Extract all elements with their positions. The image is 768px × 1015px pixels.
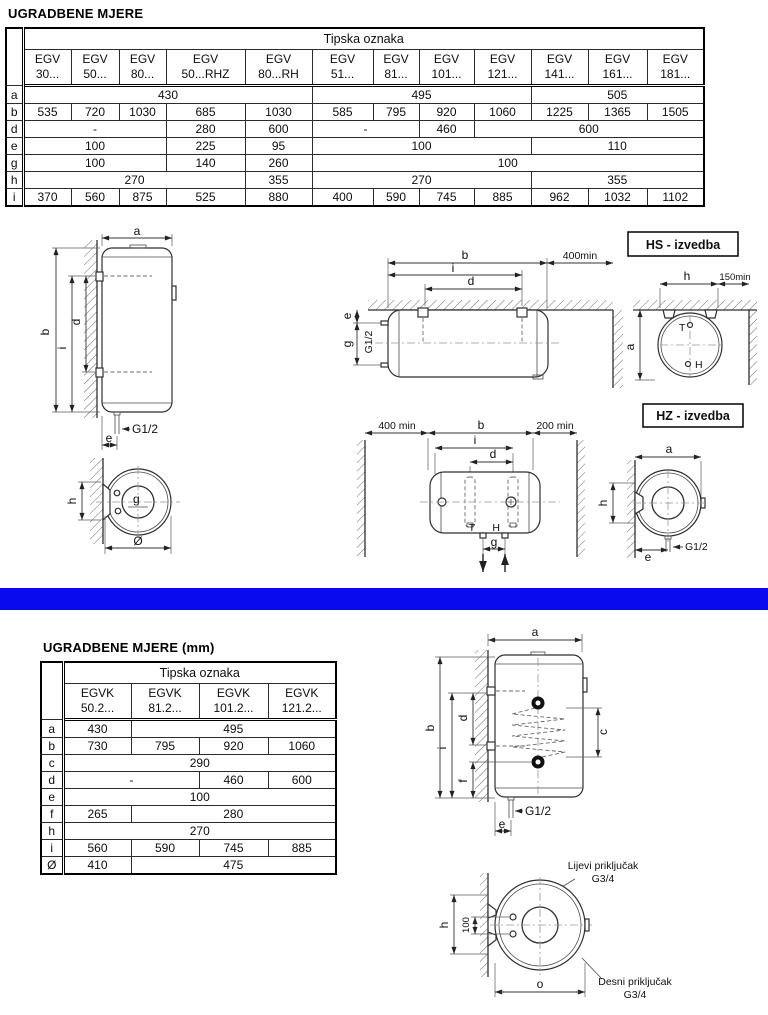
table-row bbox=[6, 138, 704, 155]
dimension-cell: 110 bbox=[531, 138, 704, 155]
dimension-cell: 1030 bbox=[245, 104, 312, 121]
row-label: Ø bbox=[41, 857, 63, 875]
wall-hatch-bottom bbox=[90, 458, 103, 544]
ceiling-bracket bbox=[418, 308, 428, 317]
dimension-cell: 495 bbox=[131, 720, 336, 738]
dim-i-label: i bbox=[435, 746, 449, 750]
dimension-cell: 875 bbox=[119, 189, 166, 207]
dimension-cell: 100 bbox=[312, 138, 531, 155]
hs-izvedba-diagram bbox=[340, 230, 768, 405]
dimension-cell: 100 bbox=[63, 789, 336, 806]
hz-title: HZ - izvedba bbox=[656, 409, 730, 423]
thread-g12-label: G1/2 bbox=[525, 804, 552, 818]
dimension-cell: 585 bbox=[312, 104, 373, 121]
dim-diameter-label: Ø bbox=[133, 534, 143, 548]
row-label-column-header bbox=[6, 28, 23, 86]
dim-400min-label: 400 min bbox=[378, 420, 416, 432]
column-header: EGV 51... bbox=[312, 50, 373, 86]
dimension-cell: 280 bbox=[166, 121, 245, 138]
dimension-cell: 560 bbox=[71, 189, 119, 207]
table-row bbox=[41, 823, 336, 840]
dim-d-label: d bbox=[489, 447, 497, 461]
row-label: b bbox=[41, 738, 63, 755]
column-header: EGV 81... bbox=[373, 50, 419, 86]
column-header: EGV 121... bbox=[474, 50, 531, 86]
tank-body bbox=[495, 655, 583, 797]
column-header: EGVK 81.2... bbox=[131, 684, 199, 720]
dimension-cell: 355 bbox=[245, 172, 312, 189]
dimension-cell: 95 bbox=[245, 138, 312, 155]
right-connection-label: Desni priključak bbox=[598, 976, 672, 988]
dim-a-label: a bbox=[623, 343, 637, 351]
dim-b-label: b bbox=[477, 418, 485, 432]
dimension-cell: 1365 bbox=[588, 104, 647, 121]
dimension-cell: 280 bbox=[131, 806, 336, 823]
table-row bbox=[6, 86, 704, 104]
dimension-cell: 370 bbox=[23, 189, 71, 207]
column-header: EGVK 50.2... bbox=[63, 684, 131, 720]
dimension-cell: - bbox=[63, 772, 199, 789]
dimension-cell: 140 bbox=[166, 155, 245, 172]
section2-title: UGRADBENE MJERE (mm) bbox=[43, 640, 215, 655]
dimension-cell: 1060 bbox=[474, 104, 531, 121]
hz-izvedba-diagram bbox=[345, 398, 768, 585]
upper-mount-bracket bbox=[96, 272, 103, 281]
hs-title: HS - izvedba bbox=[645, 238, 721, 252]
dimension-cell: 560 bbox=[63, 840, 131, 857]
dimension-cell: 1102 bbox=[647, 189, 704, 207]
dim-a-label: a bbox=[531, 625, 539, 639]
row-label: i bbox=[41, 840, 63, 857]
dim-b-label: b bbox=[461, 248, 469, 262]
row-label: e bbox=[6, 138, 23, 155]
dimension-cell: 400 bbox=[312, 189, 373, 207]
dimension-cell: 1060 bbox=[268, 738, 336, 755]
dimension-cell: 430 bbox=[23, 86, 312, 104]
dimension-table-egvk bbox=[40, 661, 337, 875]
dimension-cell: 745 bbox=[199, 840, 268, 857]
table-row bbox=[41, 840, 336, 857]
tank-body bbox=[388, 310, 548, 377]
dim-g-label: g bbox=[340, 340, 354, 348]
dim-d-label: d bbox=[467, 274, 475, 288]
group-header: Tipska oznaka bbox=[23, 28, 704, 50]
column-header: EGV 181... bbox=[647, 50, 704, 86]
right-port-flange bbox=[585, 919, 589, 931]
column-header: EGV 141... bbox=[531, 50, 588, 86]
lower-mount-bracket bbox=[96, 368, 103, 377]
row-label: a bbox=[6, 86, 23, 104]
row-label: g bbox=[6, 155, 23, 172]
dimension-cell: 505 bbox=[531, 86, 704, 104]
t-mark-label: T bbox=[679, 322, 686, 334]
column-header: EGV 30... bbox=[23, 50, 71, 86]
table-row bbox=[41, 806, 336, 823]
ceiling-hatch bbox=[368, 300, 613, 310]
wall-hatch bbox=[480, 873, 488, 977]
table-row bbox=[6, 189, 704, 207]
dim-a-label: a bbox=[665, 442, 673, 456]
dimension-cell: 290 bbox=[63, 755, 336, 772]
dim-e-label: e bbox=[644, 550, 652, 564]
dim-e-label: e bbox=[498, 817, 506, 831]
dim-e-label: e bbox=[105, 431, 113, 445]
dimension-cell: 600 bbox=[245, 121, 312, 138]
dimension-cell: 355 bbox=[531, 172, 704, 189]
row-label: e bbox=[41, 789, 63, 806]
dimension-cell: 920 bbox=[419, 104, 474, 121]
table-row bbox=[6, 104, 704, 121]
dim-i-label: i bbox=[55, 346, 69, 350]
column-header: EGV 80... bbox=[119, 50, 166, 86]
group-header: Tipska oznaka bbox=[63, 662, 336, 684]
dimension-cell: 1030 bbox=[119, 104, 166, 121]
table-row bbox=[41, 789, 336, 806]
dim-b-label: b bbox=[38, 328, 52, 336]
left-connection-thread: G3/4 bbox=[591, 873, 615, 885]
dimension-table-egv bbox=[5, 27, 705, 207]
dimension-cell: 885 bbox=[268, 840, 336, 857]
dimension-cell: 535 bbox=[23, 104, 71, 121]
left-port bbox=[510, 914, 516, 920]
dimension-cell: 920 bbox=[199, 738, 268, 755]
dimension-cell: 460 bbox=[199, 772, 268, 789]
dimension-cell: 745 bbox=[419, 189, 474, 207]
dim-g-label: g bbox=[133, 492, 140, 506]
table-row bbox=[41, 772, 336, 789]
dim-h-label: h bbox=[683, 269, 691, 283]
column-header: EGV 101... bbox=[419, 50, 474, 86]
dim-200min-label: 200 min bbox=[536, 420, 574, 432]
column-header: EGVK 101.2... bbox=[199, 684, 268, 720]
dim-f-label: f bbox=[456, 779, 470, 783]
table-row bbox=[6, 155, 704, 172]
dimension-cell: - bbox=[312, 121, 419, 138]
dimension-cell: 600 bbox=[474, 121, 704, 138]
dimension-cell: 525 bbox=[166, 189, 245, 207]
dimension-cell: 720 bbox=[71, 104, 119, 121]
dimension-cell: 495 bbox=[312, 86, 531, 104]
section-divider-bar bbox=[0, 588, 768, 610]
row-label: h bbox=[6, 172, 23, 189]
dimension-cell: 962 bbox=[531, 189, 588, 207]
dimension-cell: 1505 bbox=[647, 104, 704, 121]
dim-h-label: h bbox=[596, 499, 610, 507]
dim-h-label: h bbox=[65, 497, 79, 505]
table-row bbox=[41, 755, 336, 772]
dim-d-label: d bbox=[69, 318, 83, 326]
row-label: a bbox=[41, 720, 63, 738]
row-label: c bbox=[41, 755, 63, 772]
side-flange bbox=[172, 286, 176, 300]
dimension-cell: 430 bbox=[63, 720, 131, 738]
row-label: h bbox=[41, 823, 63, 840]
vertical-heater-diagram bbox=[38, 226, 240, 590]
dim-a-label: a bbox=[133, 224, 141, 238]
dimension-cell: 685 bbox=[166, 104, 245, 121]
ceiling-bracket bbox=[705, 310, 717, 318]
column-header: EGV 50...RHZ bbox=[166, 50, 245, 86]
dimension-cell: 885 bbox=[474, 189, 531, 207]
dimension-cell: 730 bbox=[63, 738, 131, 755]
dim-150min-label: 150min bbox=[719, 272, 751, 283]
table-row bbox=[6, 121, 704, 138]
row-label: d bbox=[41, 772, 63, 789]
dimension-cell: 410 bbox=[63, 857, 131, 875]
egvk-bottom-view-diagram bbox=[425, 855, 725, 1015]
row-label: b bbox=[6, 104, 23, 121]
thread-g12-label: G1/2 bbox=[685, 541, 708, 553]
dimension-cell: 270 bbox=[312, 172, 531, 189]
h-mark-label: H bbox=[695, 359, 703, 371]
row-label: f bbox=[41, 806, 63, 823]
row-label-column-header bbox=[41, 662, 63, 720]
column-header: EGV 161... bbox=[588, 50, 647, 86]
wall-hatch bbox=[475, 650, 488, 802]
left-connection-label: Lijevi priključak bbox=[567, 860, 639, 872]
right-connection-thread: G3/4 bbox=[623, 989, 647, 1001]
table-row bbox=[6, 172, 704, 189]
t-mark-label: T bbox=[468, 522, 475, 534]
dim-d-label: d bbox=[456, 714, 470, 722]
dimension-cell: 600 bbox=[268, 772, 336, 789]
section1-title: UGRADBENE MJERE bbox=[8, 6, 144, 21]
dim-i-label: i bbox=[451, 261, 455, 275]
dim-c-label: c bbox=[596, 729, 610, 735]
table-row bbox=[41, 720, 336, 738]
dim-400min-label: 400min bbox=[562, 250, 598, 262]
thread-g12-label: G1/2 bbox=[132, 422, 159, 436]
dimension-cell: 270 bbox=[23, 172, 245, 189]
thread-g12-label: G1/2 bbox=[363, 330, 375, 354]
dimension-cell: 100 bbox=[23, 138, 166, 155]
dimension-cell: 795 bbox=[131, 738, 199, 755]
dimension-cell: - bbox=[23, 121, 166, 138]
dimension-cell: 460 bbox=[419, 121, 474, 138]
dim-o-label: o bbox=[536, 977, 544, 991]
dimension-cell: 795 bbox=[373, 104, 419, 121]
left-port bbox=[510, 931, 516, 937]
upper-mount-bracket bbox=[487, 687, 495, 695]
dim-100-label: 100 bbox=[461, 917, 472, 933]
dimension-cell: 100 bbox=[23, 155, 166, 172]
dimension-cell: 1032 bbox=[588, 189, 647, 207]
dimension-cell: 270 bbox=[63, 823, 336, 840]
dim-i-label: i bbox=[473, 433, 477, 447]
table-row bbox=[41, 857, 336, 875]
dimension-cell: 260 bbox=[245, 155, 312, 172]
dim-e-label: e bbox=[340, 312, 354, 320]
table-row bbox=[41, 738, 336, 755]
dimension-cell: 100 bbox=[312, 155, 704, 172]
h-mark-label: H bbox=[492, 522, 500, 534]
row-label: i bbox=[6, 189, 23, 207]
tank-body bbox=[102, 248, 172, 412]
dimension-cell: 475 bbox=[131, 857, 336, 875]
column-header: EGVK 121.2... bbox=[268, 684, 336, 720]
dim-g-label: g bbox=[490, 535, 498, 549]
lower-mount-bracket bbox=[487, 742, 495, 750]
mount-bracket bbox=[488, 904, 496, 918]
ceiling-bracket bbox=[663, 310, 675, 318]
dimension-cell: 590 bbox=[131, 840, 199, 857]
side-flange bbox=[583, 678, 587, 692]
dimension-cell: 590 bbox=[373, 189, 419, 207]
dimension-cell: 265 bbox=[63, 806, 131, 823]
dimension-cell: 880 bbox=[245, 189, 312, 207]
dim-b-label: b bbox=[423, 724, 437, 732]
row-label: d bbox=[6, 121, 23, 138]
dimension-cell: 1225 bbox=[531, 104, 588, 121]
ceiling-bracket bbox=[517, 308, 527, 317]
column-header: EGV 50... bbox=[71, 50, 119, 86]
dimension-cell: 225 bbox=[166, 138, 245, 155]
dim-h-label: h bbox=[437, 921, 451, 929]
column-header: EGV 80...RH bbox=[245, 50, 312, 86]
egvk-heater-diagram bbox=[425, 618, 640, 858]
